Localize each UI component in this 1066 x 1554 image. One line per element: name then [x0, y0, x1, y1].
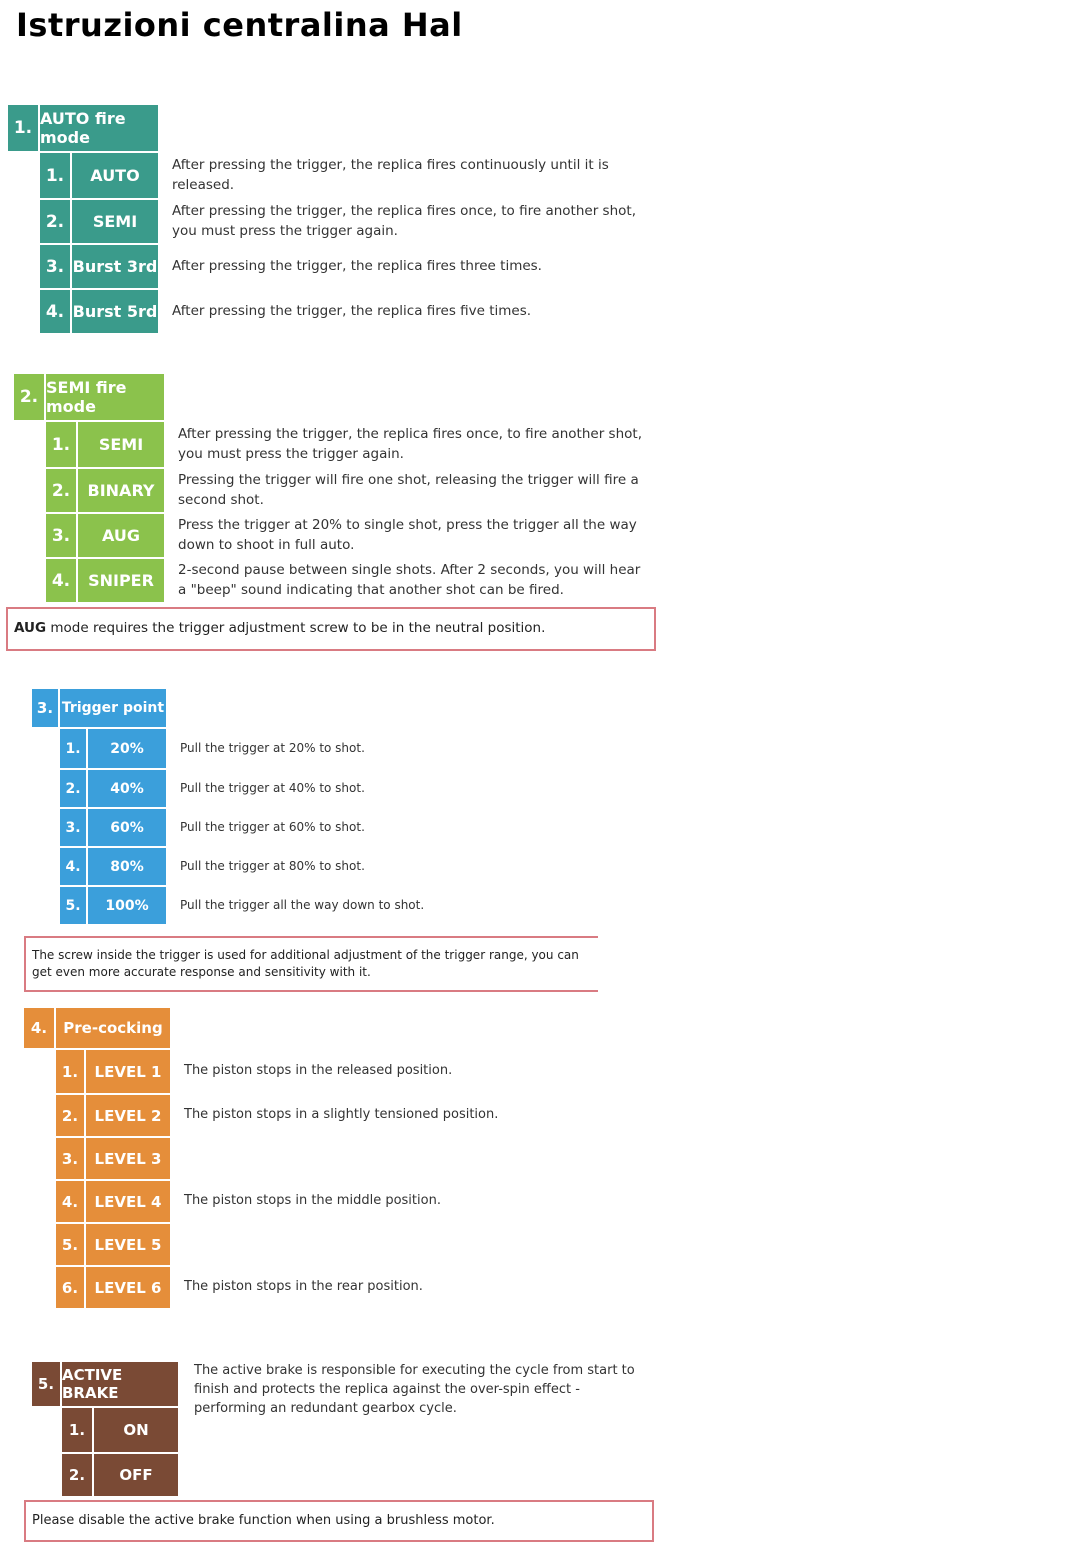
note-text: The screw inside the trigger is used for additional adjustment of the trigger range, you can get even more accurate response and sensitivity with it.	[32, 947, 579, 979]
table-row	[40, 198, 658, 243]
row-description: The piston stops in the rear position.	[170, 1267, 570, 1308]
row-label: LEVEL 1	[86, 1050, 170, 1093]
row-label: OFF	[94, 1454, 178, 1496]
row-description: After pressing the trigger, the replica fires once, to fire another shot, you must press the trigger again.	[158, 200, 638, 243]
row-label: LEVEL 4	[86, 1181, 170, 1222]
row-number: 4.	[40, 290, 72, 333]
table-row	[46, 467, 664, 512]
row-number: 2.	[40, 200, 72, 243]
row-label: 40%	[88, 770, 166, 807]
row-label: Burst 5rd	[72, 290, 158, 333]
row-number: 2.	[60, 770, 88, 807]
section-number: 1.	[8, 105, 40, 151]
row-number: 2.	[62, 1454, 94, 1496]
row-description: Pressing the trigger will fire one shot, releasing the trigger will fire a second shot.	[164, 469, 649, 512]
row-label: LEVEL 3	[86, 1138, 170, 1179]
row-number: 5.	[56, 1224, 86, 1265]
section-number: 3.	[32, 689, 60, 727]
row-number: 1.	[46, 422, 78, 467]
section-label: Pre-cocking	[56, 1008, 170, 1048]
table-row	[60, 846, 632, 885]
row-number: 2.	[46, 469, 78, 512]
table-row	[56, 1093, 624, 1136]
row-label: Burst 3rd	[72, 245, 158, 288]
row-number: 1.	[62, 1408, 94, 1452]
row-number: 3.	[60, 809, 88, 846]
table-row	[46, 422, 664, 467]
table-row	[40, 288, 658, 333]
row-number: 6.	[56, 1267, 86, 1308]
table-row	[56, 1179, 624, 1222]
row-label: LEVEL 5	[86, 1224, 170, 1265]
row-number: 3.	[46, 514, 78, 557]
row-label: LEVEL 2	[86, 1095, 170, 1136]
table-row	[60, 807, 632, 846]
note-bold-term: AUG	[14, 620, 47, 637]
row-description: Pull the trigger all the way down to shot.	[166, 887, 566, 924]
row-description: After pressing the trigger, the replica fires once, to fire another shot, you must press the trigger again.	[164, 422, 649, 467]
section-number: 5.	[32, 1362, 62, 1406]
section-label: SEMI fire mode	[46, 374, 164, 420]
table-row	[40, 243, 658, 288]
note-text: mode requires the trigger adjustment screw to be in the neutral position.	[46, 620, 546, 637]
trigger-screw-note	[24, 936, 598, 992]
table-row	[60, 885, 632, 924]
row-description: 2-second pause between single shots. After 2 seconds, you will hear a "beep" sound indicating that another shot can be fired.	[164, 559, 649, 602]
row-label: LEVEL 6	[86, 1267, 170, 1308]
row-description: Pull the trigger at 60% to shot.	[166, 809, 566, 846]
row-label: 20%	[88, 729, 166, 768]
row-label: 100%	[88, 887, 166, 924]
row-description: The piston stops in the released position.	[170, 1050, 570, 1093]
page-title: Istruzioni centralina Hal	[16, 6, 463, 44]
row-number: 4.	[60, 848, 88, 885]
row-description	[170, 1138, 570, 1179]
row-description: Pull the trigger at 40% to shot.	[166, 770, 566, 807]
section-trigger-point	[32, 689, 632, 924]
row-description: Pull the trigger at 80% to shot.	[166, 848, 566, 885]
table-row	[40, 153, 658, 198]
table-row	[60, 729, 632, 768]
row-number: 5.	[60, 887, 88, 924]
row-description: The piston stops in the middle position.	[170, 1181, 570, 1222]
section-semi-fire-mode	[14, 374, 664, 602]
row-label: SNIPER	[78, 559, 164, 602]
row-label: SEMI	[72, 200, 158, 243]
table-row	[56, 1222, 624, 1265]
section-active-brake	[32, 1362, 672, 1496]
row-number: 4.	[56, 1181, 86, 1222]
row-description: The piston stops in a slightly tensioned position.	[170, 1095, 570, 1136]
note-text: Please disable the active brake function when using a brushless motor.	[32, 1512, 495, 1528]
active-brake-note	[24, 1500, 654, 1542]
section-label: Trigger point	[60, 689, 166, 727]
aug-note	[6, 607, 656, 651]
section-label: ACTIVE BRAKE	[62, 1362, 178, 1406]
section-auto-fire-mode	[8, 105, 658, 333]
row-number: 3.	[40, 245, 72, 288]
table-row	[46, 557, 664, 602]
row-label: ON	[94, 1408, 178, 1452]
row-number: 2.	[56, 1095, 86, 1136]
row-description: After pressing the trigger, the replica fires continuously until it is released.	[158, 153, 638, 198]
row-number: 4.	[46, 559, 78, 602]
row-label: 60%	[88, 809, 166, 846]
row-description	[170, 1224, 570, 1265]
row-label: SEMI	[78, 422, 164, 467]
table-row	[56, 1265, 624, 1308]
section-pre-cocking	[24, 1008, 624, 1308]
table-row	[60, 768, 632, 807]
row-label: 80%	[88, 848, 166, 885]
section-label: AUTO fire mode	[40, 105, 158, 151]
row-description: Press the trigger at 20% to single shot, press the trigger all the way down to shoot in full auto.	[164, 514, 649, 557]
row-label: BINARY	[78, 469, 164, 512]
row-description: After pressing the trigger, the replica fires five times.	[158, 290, 638, 333]
section-number: 2.	[14, 374, 46, 420]
table-row	[56, 1136, 624, 1179]
row-number: 1.	[40, 153, 72, 198]
row-number: 1.	[56, 1050, 86, 1093]
row-description: Pull the trigger at 20% to shot.	[166, 729, 566, 768]
row-number: 1.	[60, 729, 88, 768]
row-number: 3.	[56, 1138, 86, 1179]
row-label: AUTO	[72, 153, 158, 198]
table-row	[46, 512, 664, 557]
section-number: 4.	[24, 1008, 56, 1048]
table-row	[56, 1050, 624, 1093]
table-row	[62, 1452, 672, 1496]
row-description: After pressing the trigger, the replica fires three times.	[158, 245, 638, 288]
section-description: The active brake is responsible for executing the cycle from start to finish and protects the replica against the over-spin effect - performing an redundant gearbox cycle.	[178, 1362, 648, 1406]
row-label: AUG	[78, 514, 164, 557]
